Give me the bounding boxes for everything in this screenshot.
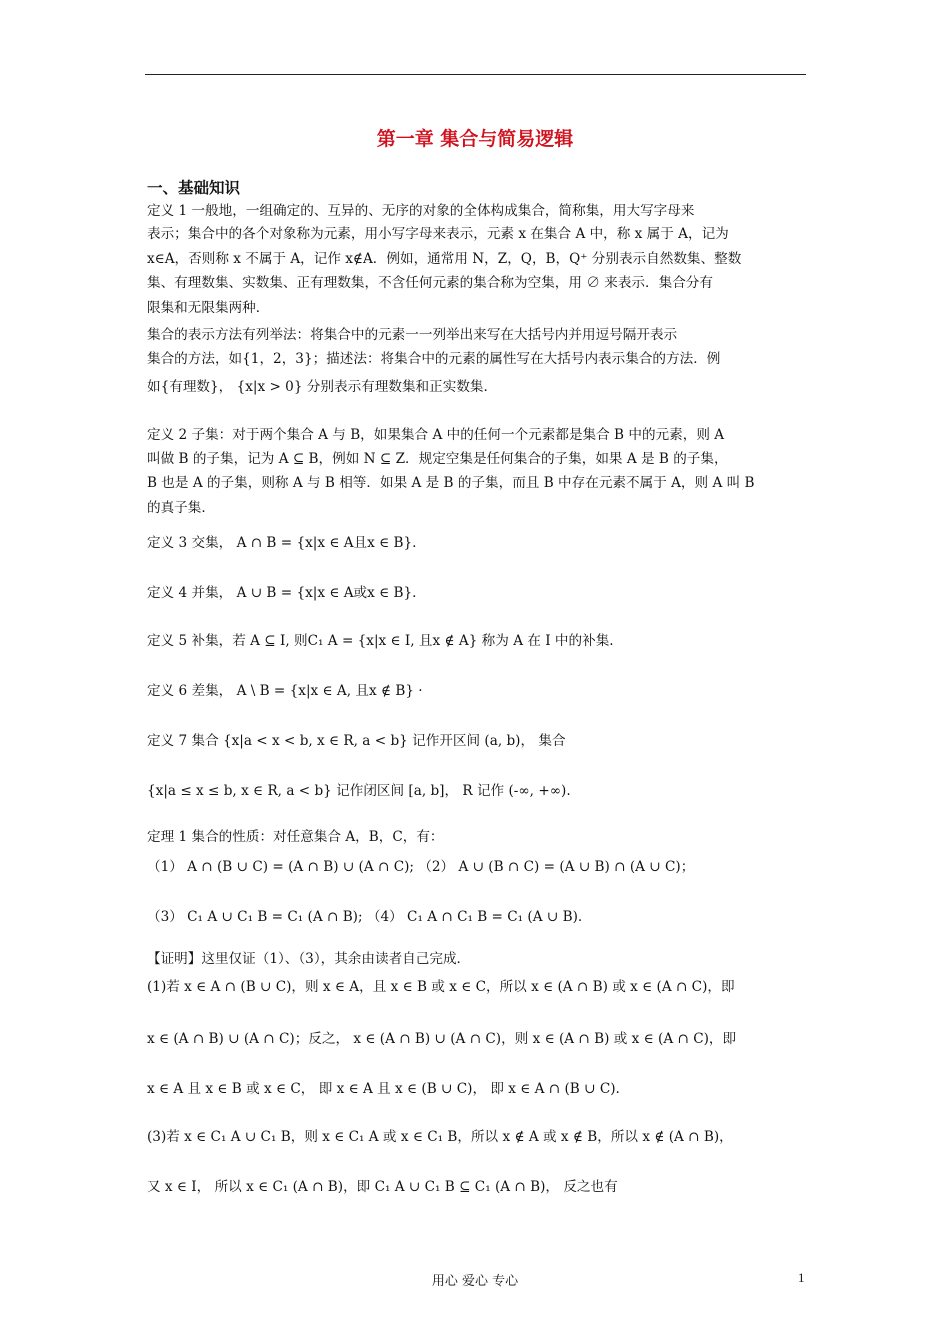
text-line: 集合的方法，如{1，2，3}；描述法：将集合中的元素的属性写在大括号内表示集合的方法．例 [147, 351, 721, 367]
header-rule [145, 74, 806, 75]
text-line: （1） A ∩ (B ∪ C) = (A ∩ B) ∪ (A ∩ C); （2） A ∪ (B ∩ C) = (A ∪ B) ∩ (A ∪ C)； [147, 859, 695, 875]
text-line: (3)若 x ∈ C₁ A ∪ C₁ B，则 x ∈ C₁ A 或 x ∈ C₁ B，所以 x ∉ A 或 x ∉ B，所以 x ∉ (A ∩ B)， [147, 1129, 733, 1145]
text-line: 定义 4 并集， A ∪ B = {x|x ∈ A或x ∈ B}. [147, 585, 417, 601]
text-line: （3） C₁ A ∪ C₁ B = C₁ (A ∩ B); （4） C₁ A ∩ C₁ B = C₁ (A ∪ B). [147, 909, 583, 925]
text-line: 定义 1 一般地，一组确定的、互异的、无序的对象的全体构成集合，简称集，用大写字母来 [147, 203, 695, 219]
text-line: {x|a ≤ x ≤ b, x ∈ R, a < b} 记作闭区间 [a, b]， R 记作 (-∞, +∞). [147, 783, 571, 799]
text-line: 定义 3 交集， A ∩ B = {x|x ∈ A且x ∈ B}. [147, 535, 417, 551]
text-line: 集合的表示方法有列举法：将集合中的元素一一列举出来写在大括号内并用逗号隔开表示 [147, 327, 678, 343]
text-line: 集、有理数集、实数集、正有理数集，不含任何元素的集合称为空集，用 ∅ 来表示．集合分有 [147, 275, 713, 291]
text-line: 定义 2 子集：对于两个集合 A 与 B，如果集合 A 中的任何一个元素都是集合 B 中的元素，则 A [147, 427, 725, 443]
text-line: x∈A，否则称 x 不属于 A，记作 x∉A．例如，通常用 N，Z，Q，B，Q⁺ 分别表示自然数集、整数 [147, 251, 742, 267]
text-line: 表示；集合中的各个对象称为元素，用小写字母来表示，元素 x 在集合 A 中，称 x 属于 A，记为 [147, 226, 729, 242]
text-line: (1)若 x ∈ A ∩ (B ∪ C)，则 x ∈ A，且 x ∈ B 或 x ∈ C，所以 x ∈ (A ∩ B) 或 x ∈ (A ∩ C)，即 [147, 979, 735, 995]
text-line: 如{有理数}， {x|x > 0} 分别表示有理数集和正实数集． [147, 379, 498, 395]
text-line: 定理 1 集合的性质：对任意集合 A，B，C，有： [147, 829, 444, 845]
text-line: 限集和无限集两种． [147, 300, 270, 316]
text-line: 定义 5 补集，若 A ⊆ I, 则C₁ A = {x|x ∈ I, 且x ∉ A} 称为 A 在 I 中的补集. [147, 633, 614, 649]
text-line: x ∈ (A ∩ B) ∪ (A ∩ C)；反之， x ∈ (A ∩ B) ∪ (A ∩ C)，则 x ∈ (A ∩ B) 或 x ∈ (A ∩ C)，即 [147, 1031, 737, 1047]
text-line: 的真子集． [147, 500, 215, 516]
text-line: 定义 7 集合 {x|a < x < b, x ∈ R, a < b} 记作开区间 (a, b)， 集合 [147, 733, 566, 749]
text-line: x ∈ A 且 x ∈ B 或 x ∈ C， 即 x ∈ A 且 x ∈ (B ∪ C)， 即 x ∈ A ∩ (B ∪ C). [147, 1081, 620, 1097]
text-line: 又 x ∈ I， 所以 x ∈ C₁ (A ∩ B)，即 C₁ A ∪ C₁ B ⊆ C₁ (A ∩ B)， 反之也有 [147, 1179, 618, 1195]
text-line: 叫做 B 的子集，记为 A ⊆ B，例如 N ⊆ Z．规定空集是任何集合的子集，如果 A 是 B 的子集， [147, 451, 728, 467]
text-line: 【证明】这里仅证（1）、（3），其余由读者自己完成． [147, 951, 471, 967]
page-footer: 用心 爱心 专心 [431, 1274, 519, 1289]
text-line: B 也是 A 的子集，则称 A 与 B 相等．如果 A 是 B 的子集，而且 B 中存在元素不属于 A，则 A 叫 B [147, 475, 755, 491]
text-line: 定义 6 差集， A \ B = {x|x ∈ A, 且x ∉ B} · [147, 683, 423, 699]
section-heading: 一、基础知识 [147, 179, 241, 197]
chapter-title: 第一章 集合与简易逻辑 [376, 128, 574, 150]
page-number: 1 [798, 1270, 805, 1285]
